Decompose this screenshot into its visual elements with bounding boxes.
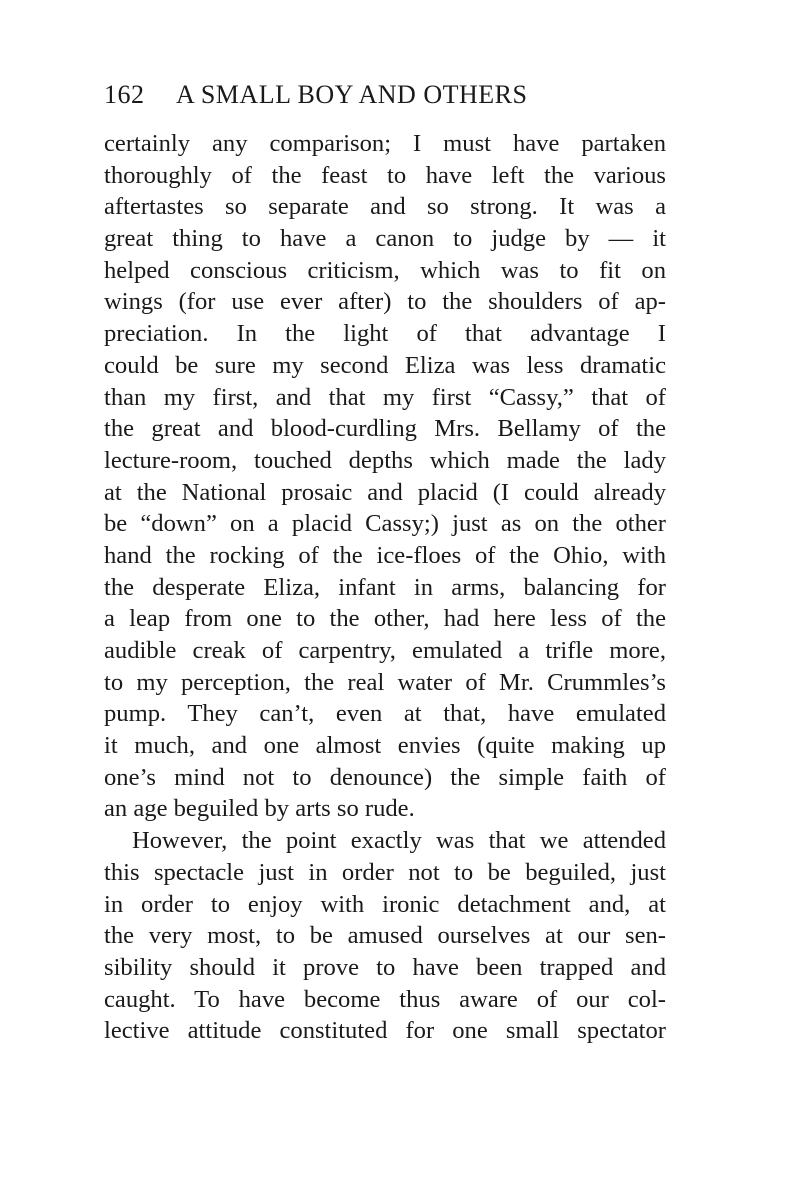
- text-line: lective attitude constituted for one small spectator: [104, 1017, 666, 1045]
- text-line: the desperate Eliza, infant in arms, balancing for: [104, 573, 666, 601]
- text-line: it much, and one almost envies (quite making up: [104, 732, 666, 760]
- text-line: aftertastes so separate and so strong. It was a: [104, 193, 666, 221]
- body-text: [104, 128, 666, 1047]
- text-line: thoroughly of the feast to have left the various: [104, 161, 666, 189]
- text-line: be “down” on a placid Cassy;) just as on the other: [104, 510, 666, 538]
- text-line: the great and blood-curdling Mrs. Bellamy of the: [104, 415, 666, 443]
- text-line: audible creak of carpentry, emulated a trifle more,: [104, 637, 666, 664]
- text-line: in order to enjoy with ironic detachment and, at: [104, 890, 666, 918]
- text-line: sibility should it prove to have been trapped and: [104, 953, 666, 981]
- text-line: the very most, to be amused ourselves at our sen-: [104, 922, 666, 950]
- text-line: However, the point exactly was that we attended: [132, 827, 666, 855]
- text-line: one’s mind not to denounce) the simple faith of: [104, 763, 666, 791]
- text-line: great thing to have a canon to judge by — it: [104, 225, 666, 253]
- page-number: 162: [104, 80, 145, 109]
- text-line: wings (for use ever after) to the shoulders of ap-: [104, 288, 666, 316]
- text-line: a leap from one to the other, had here less of the: [104, 605, 666, 633]
- paragraph: [104, 825, 666, 1047]
- text-line: at the National prosaic and placid (I could already: [104, 478, 666, 506]
- text-line: could be sure my second Eliza was less dramatic: [104, 351, 666, 379]
- text-line: an age beguiled by arts so rude.: [104, 795, 415, 823]
- book-title: A SMALL BOY AND OTHERS: [176, 80, 528, 109]
- text-line: to my perception, the real water of Mr. Crummles’s: [104, 668, 666, 696]
- text-line: than my first, and that my first “Cassy,” that of: [104, 383, 666, 411]
- text-line: lecture-room, touched depths which made the lady: [104, 446, 666, 474]
- text-line: caught. To have become thus aware of our col-: [104, 985, 666, 1013]
- text-line: helped conscious criticism, which was to fit on: [104, 256, 666, 284]
- paragraph: [104, 128, 666, 825]
- text-line: hand the rocking of the ice-floes of the Ohio, with: [104, 541, 666, 569]
- text-line: pump. They can’t, even at that, have emulated: [104, 700, 666, 728]
- running-head: [104, 78, 666, 112]
- text-line: preciation. In the light of that advantage I: [104, 320, 666, 348]
- text-line: this spectacle just in order not to be beguiled, just: [104, 858, 666, 886]
- text-line: certainly any comparison; I must have partaken: [104, 130, 666, 157]
